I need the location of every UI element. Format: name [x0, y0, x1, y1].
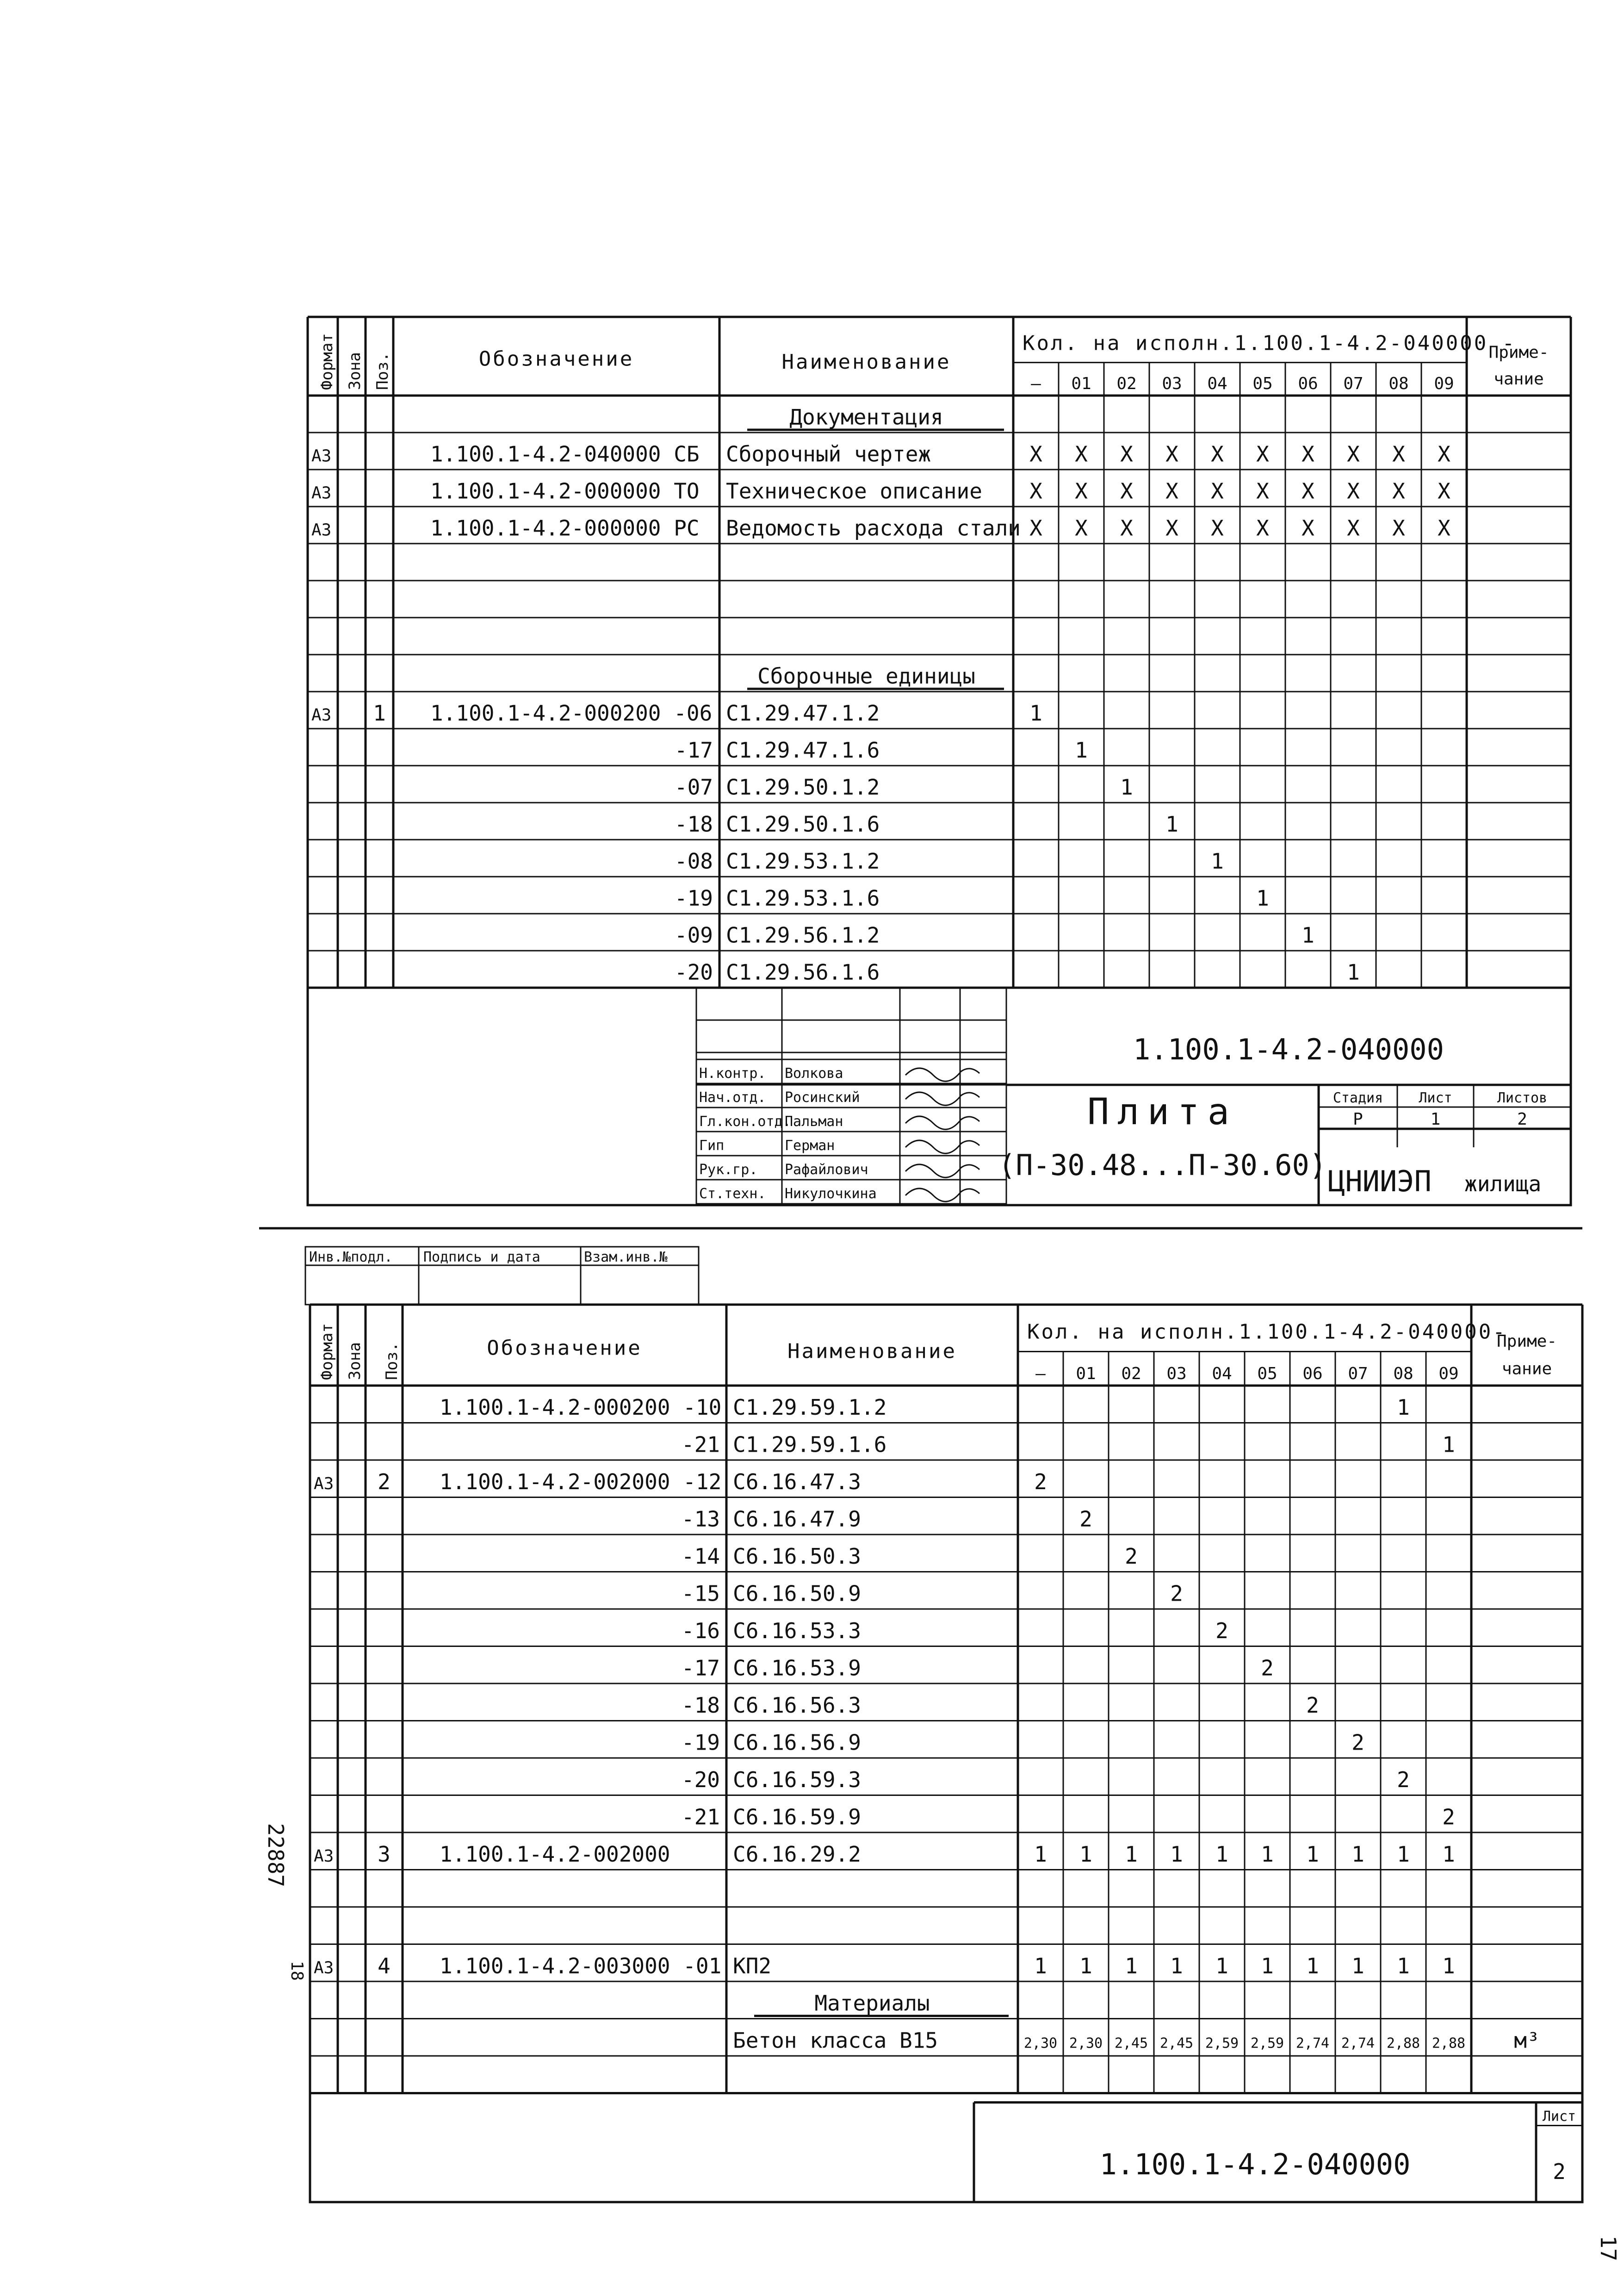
- document-code: 1.100.1-4.2-040000: [1099, 2147, 1411, 2181]
- row-designation: -21: [681, 1804, 720, 1830]
- signatory-role: Нач.отд.: [699, 1089, 766, 1106]
- header-note: чание: [1501, 1359, 1552, 1379]
- header-format: Формат: [318, 333, 336, 390]
- sheet-value: 1: [1430, 1110, 1441, 1129]
- qty-column-header: 05: [1252, 374, 1273, 393]
- row-quantity: Х: [1029, 478, 1042, 504]
- row-quantity: Х: [1302, 515, 1314, 541]
- row-quantity: 1: [1165, 811, 1178, 837]
- signatory-role: Гл.кон.отд.: [699, 1114, 791, 1130]
- row-quantity: 1: [1170, 1953, 1183, 1979]
- row-quantity: 2,45: [1114, 2035, 1148, 2052]
- row-quantity: 1: [1215, 1841, 1228, 1867]
- row-quantity: Х: [1302, 441, 1314, 467]
- row-quantity: Х: [1120, 478, 1133, 504]
- organisation-name: ЦНИИЭП: [1328, 1164, 1432, 1198]
- row-designation: -14: [681, 1543, 720, 1569]
- row-quantity: 1: [1125, 1841, 1138, 1867]
- row-position: 3: [378, 1841, 391, 1867]
- row-quantity: 1: [1079, 1953, 1092, 1979]
- row-quantity: 1: [1261, 1841, 1274, 1867]
- organisation-name: жилища: [1464, 1171, 1542, 1196]
- row-designation: 1.100.1-4.2-000200 -06: [430, 700, 713, 726]
- signatory-name: Никулочкина: [785, 1186, 877, 1202]
- drawing-subtitle: (П-30.48...П-30.60): [998, 1148, 1327, 1182]
- row-quantity: 2,45: [1159, 2035, 1194, 2052]
- row-name: С1.29.47.1.2: [726, 700, 880, 726]
- row-name: С6.16.47.3: [733, 1469, 861, 1494]
- row-name: С6.16.50.9: [733, 1581, 861, 1606]
- row-quantity: Х: [1029, 441, 1042, 467]
- row-designation: -07: [674, 774, 713, 800]
- row-name: С1.29.56.1.2: [726, 922, 880, 948]
- header-designation: Обозначение: [478, 347, 634, 371]
- row-quantity: 2: [1170, 1581, 1183, 1606]
- row-name: С6.16.53.3: [733, 1618, 861, 1643]
- row-designation: -20: [674, 959, 713, 985]
- row-quantity: 1: [1351, 1953, 1364, 1979]
- side-label-replace: Взам.инв.№: [584, 1249, 668, 1265]
- row-quantity: Х: [1438, 478, 1450, 504]
- qty-column-header: 05: [1257, 1364, 1277, 1383]
- row-name: С1.29.47.1.6: [726, 737, 880, 763]
- side-label-signature: Подпись и дата: [423, 1249, 540, 1265]
- row-quantity: Х: [1347, 515, 1360, 541]
- header-note: Приме-: [1488, 343, 1549, 362]
- drawing-title: Плита: [1087, 1091, 1238, 1133]
- qty-column-header: 01: [1076, 1364, 1096, 1383]
- row-name: С1.29.50.1.2: [726, 774, 880, 800]
- row-quantity: 1: [1120, 774, 1133, 800]
- sheet-label: Лист: [1542, 2108, 1576, 2125]
- qty-column-header: 09: [1434, 374, 1454, 393]
- row-quantity: Х: [1120, 515, 1133, 541]
- row-quantity: 2,88: [1386, 2035, 1420, 2052]
- row-quantity: Х: [1075, 441, 1088, 467]
- row-quantity: Х: [1165, 441, 1178, 467]
- row-designation: -08: [674, 848, 713, 874]
- row-name: С6.16.56.9: [733, 1730, 861, 1755]
- row-name: С1.29.53.1.2: [726, 848, 880, 874]
- qty-column-header: —: [1031, 374, 1041, 393]
- sheets-label: Листов: [1497, 1090, 1548, 1106]
- row-quantity: 1: [1397, 1953, 1410, 1979]
- row-quantity: Х: [1392, 441, 1405, 467]
- row-quantity: 1: [1075, 737, 1088, 763]
- row-quantity: 2: [1215, 1618, 1228, 1643]
- margin-page-number: 18: [287, 1961, 306, 1981]
- header-name: Наименование: [787, 1339, 957, 1363]
- qty-column-header: 04: [1207, 374, 1227, 393]
- row-position: 4: [378, 1953, 391, 1979]
- qty-column-header: 01: [1071, 374, 1091, 393]
- row-designation: 1.100.1-4.2-000000 РС: [430, 515, 700, 541]
- signatory-name: Герман: [785, 1138, 835, 1154]
- signatory-name: Волкова: [785, 1065, 843, 1082]
- row-quantity: Х: [1347, 478, 1360, 504]
- qty-column-header: 02: [1121, 1364, 1141, 1383]
- row-quantity: Х: [1256, 515, 1269, 541]
- document-code: 1.100.1-4.2-040000: [1133, 1033, 1444, 1066]
- row-name: С6.16.50.3: [733, 1543, 861, 1569]
- row-quantity: 1: [1442, 1432, 1455, 1457]
- row-designation: -19: [674, 885, 713, 911]
- row-quantity: Х: [1029, 515, 1042, 541]
- row-quantity: 1: [1306, 1841, 1319, 1867]
- row-quantity: Х: [1256, 441, 1269, 467]
- section-title: Сборочные единицы: [757, 663, 975, 689]
- row-quantity: Х: [1211, 478, 1224, 504]
- qty-column-header: —: [1035, 1364, 1046, 1383]
- qty-column-header: 04: [1212, 1364, 1232, 1383]
- row-name: С6.16.59.3: [733, 1767, 861, 1792]
- row-format: А3: [311, 483, 332, 503]
- row-quantity: 1: [1034, 1953, 1047, 1979]
- row-quantity: Х: [1120, 441, 1133, 467]
- row-designation: -20: [681, 1767, 720, 1792]
- row-quantity: 2,59: [1205, 2035, 1239, 2052]
- qty-column-header: 03: [1162, 374, 1182, 393]
- row-quantity: 1: [1256, 885, 1269, 911]
- signatory-name: Росинский: [785, 1089, 860, 1106]
- qty-column-header: 06: [1302, 1364, 1323, 1383]
- row-format: А3: [311, 446, 332, 466]
- row-quantity: Х: [1392, 515, 1405, 541]
- header-note: чание: [1494, 370, 1544, 389]
- row-designation: 1.100.1-4.2-000000 ТО: [430, 478, 700, 504]
- row-name: Техническое описание: [726, 478, 982, 504]
- row-quantity: 1: [1397, 1394, 1410, 1420]
- row-quantity: 2: [1261, 1655, 1274, 1681]
- qty-column-header: 08: [1393, 1364, 1413, 1383]
- row-quantity: 2: [1125, 1543, 1138, 1569]
- qty-column-header: 06: [1298, 374, 1318, 393]
- row-designation: 1.100.1-4.2-003000 -01: [440, 1953, 722, 1979]
- header-designation: Обозначение: [487, 1336, 642, 1360]
- row-format: А3: [314, 1474, 334, 1493]
- row-name: С1.29.56.1.6: [726, 959, 880, 985]
- row-quantity: Х: [1211, 441, 1224, 467]
- signatory-role: Н.контр.: [699, 1065, 766, 1082]
- signatory-name: Пальман: [785, 1114, 843, 1130]
- row-format: А3: [314, 1958, 334, 1978]
- row-designation: -21: [681, 1432, 720, 1457]
- row-quantity: 1: [1442, 1841, 1455, 1867]
- row-quantity: 1: [1302, 922, 1314, 948]
- signatory-role: Рук.гр.: [699, 1162, 758, 1178]
- sheet-label: Лист: [1419, 1090, 1452, 1106]
- row-quantity: 2,74: [1341, 2035, 1375, 2052]
- row-name: С6.16.29.2: [733, 1841, 861, 1867]
- row-quantity: Х: [1211, 515, 1224, 541]
- sheet-value: 2: [1553, 2159, 1566, 2184]
- header-zone: Зона: [346, 352, 364, 390]
- row-name: С1.29.59.1.2: [733, 1394, 887, 1420]
- row-designation: -09: [674, 922, 713, 948]
- section-title: Материалы: [814, 1990, 930, 2016]
- row-position: 2: [378, 1469, 391, 1494]
- row-quantity: 2,88: [1432, 2035, 1466, 2052]
- corner-page-number: 17: [1596, 2235, 1621, 2261]
- row-designation: -16: [681, 1618, 720, 1643]
- stage-label: Стадия: [1333, 1090, 1383, 1106]
- row-quantity: 1: [1442, 1953, 1455, 1979]
- header-qty: Кол. на исполн.1.100.1-4.2-040000-: [1027, 1320, 1507, 1344]
- qty-column-header: 09: [1438, 1364, 1459, 1383]
- row-quantity: 1: [1079, 1841, 1092, 1867]
- row-quantity: Х: [1165, 515, 1178, 541]
- row-quantity: 1: [1211, 848, 1224, 874]
- row-quantity: Х: [1075, 478, 1088, 504]
- row-position: 1: [373, 700, 386, 726]
- row-designation: -17: [681, 1655, 720, 1681]
- row-designation: -19: [681, 1730, 720, 1755]
- row-quantity: 1: [1125, 1953, 1138, 1979]
- qty-column-header: 08: [1388, 374, 1409, 393]
- row-quantity: 1: [1170, 1841, 1183, 1867]
- qty-column-header: 07: [1348, 1364, 1368, 1383]
- row-name: С1.29.53.1.6: [726, 885, 880, 911]
- row-designation: -13: [681, 1506, 720, 1532]
- row-quantity: Х: [1392, 478, 1405, 504]
- row-quantity: 1: [1034, 1841, 1047, 1867]
- row-quantity: 1: [1397, 1841, 1410, 1867]
- row-quantity: 1: [1347, 959, 1360, 985]
- row-name: С1.29.50.1.6: [726, 811, 880, 837]
- row-quantity: 1: [1351, 1841, 1364, 1867]
- row-quantity: 2,30: [1069, 2035, 1103, 2052]
- header-pos: Поз.: [383, 1342, 401, 1380]
- header-format: Формат: [318, 1323, 336, 1380]
- side-label-inventory: Инв.№подл.: [309, 1249, 393, 1265]
- row-designation: 1.100.1-4.2-002000 -12: [440, 1469, 722, 1494]
- signature-mark: [905, 1092, 979, 1105]
- section-title: Документация: [789, 404, 943, 430]
- sheets-value: 2: [1517, 1110, 1527, 1129]
- inventory-number: 22887: [263, 1823, 288, 1888]
- signature-mark: [905, 1068, 979, 1081]
- signature-mark: [905, 1188, 979, 1201]
- row-designation: 1.100.1-4.2-000200 -10: [440, 1394, 722, 1420]
- row-quantity: 2: [1351, 1730, 1364, 1755]
- row-quantity: 1: [1215, 1953, 1228, 1979]
- row-name: Ведомость расхода стали: [726, 515, 1021, 541]
- row-quantity: 2,30: [1023, 2035, 1058, 2052]
- row-quantity: 2: [1397, 1767, 1410, 1792]
- header-pos: Поз.: [373, 352, 392, 390]
- row-name: С6.16.56.3: [733, 1692, 861, 1718]
- signature-mark: [905, 1140, 979, 1153]
- row-quantity: 2,59: [1250, 2035, 1284, 2052]
- header-note: Приме-: [1496, 1332, 1557, 1351]
- row-designation: -15: [681, 1581, 720, 1606]
- row-designation: 1.100.1-4.2-002000: [440, 1841, 670, 1867]
- row-quantity: Х: [1165, 478, 1178, 504]
- row-quantity: Х: [1302, 478, 1314, 504]
- row-designation: 1.100.1-4.2-040000 СБ: [430, 441, 700, 467]
- row-name: КП2: [733, 1953, 772, 1979]
- row-name: Бетон класса В15: [733, 2028, 938, 2053]
- signatory-role: Ст.техн.: [699, 1186, 766, 1202]
- signatory-role: Гип: [699, 1138, 725, 1154]
- row-quantity: 2,74: [1295, 2035, 1330, 2052]
- row-name: С6.16.59.9: [733, 1804, 861, 1830]
- signatory-name: Рафайлович: [785, 1162, 868, 1178]
- signature-mark: [905, 1164, 979, 1177]
- row-designation: -17: [674, 737, 713, 763]
- row-quantity: Х: [1256, 478, 1269, 504]
- qty-column-header: 07: [1343, 374, 1364, 393]
- header-qty: Кол. на исполн.1.100.1-4.2-040000 -: [1023, 331, 1517, 355]
- row-name: С6.16.47.9: [733, 1506, 861, 1532]
- row-quantity: 2: [1079, 1506, 1092, 1532]
- row-quantity: 2: [1306, 1692, 1319, 1718]
- header-zone: Зона: [346, 1342, 364, 1380]
- row-quantity: 1: [1261, 1953, 1274, 1979]
- row-quantity: 1: [1029, 700, 1042, 726]
- row-quantity: 1: [1306, 1953, 1319, 1979]
- row-quantity: Х: [1438, 515, 1450, 541]
- row-format: А3: [314, 1846, 334, 1866]
- header-name: Наименование: [781, 350, 951, 374]
- row-designation: -18: [674, 811, 713, 837]
- qty-column-header: 02: [1116, 374, 1137, 393]
- row-quantity: Х: [1075, 515, 1088, 541]
- row-quantity: 2: [1034, 1469, 1047, 1494]
- row-name: С6.16.53.9: [733, 1655, 861, 1681]
- row-format: А3: [311, 520, 332, 540]
- row-name: С1.29.59.1.6: [733, 1432, 887, 1457]
- row-name: Сборочный чертеж: [726, 441, 931, 467]
- row-quantity: Х: [1438, 441, 1450, 467]
- stage-value: Р: [1353, 1110, 1363, 1129]
- row-format: А3: [311, 706, 332, 725]
- row-note: м³: [1514, 2028, 1540, 2053]
- qty-column-header: 03: [1166, 1364, 1187, 1383]
- row-designation: -18: [681, 1692, 720, 1718]
- row-quantity: 2: [1442, 1804, 1455, 1830]
- row-quantity: Х: [1347, 441, 1360, 467]
- signature-mark: [905, 1116, 979, 1129]
